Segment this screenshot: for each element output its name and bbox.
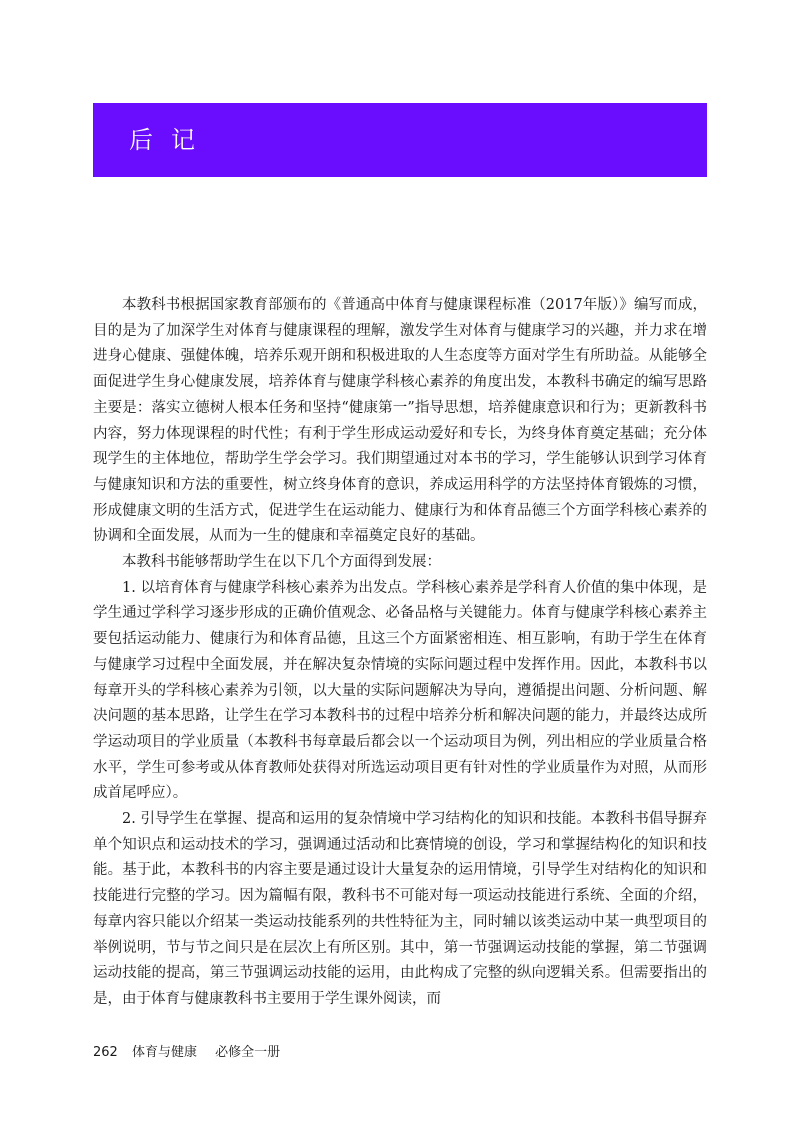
page-footer — [93, 1044, 280, 1062]
chapter-title-banner — [93, 103, 707, 177]
chapter-title: 后记 — [129, 126, 213, 154]
paragraph: 本教科书能够帮助学生在以下几个方面得到发展： — [122, 554, 441, 571]
book-title: 体育与健康 — [131, 1045, 197, 1060]
volume-label: 必修全一册 — [215, 1045, 281, 1060]
page-number: 262 — [93, 1045, 118, 1060]
paragraph: 本教科书根据国家教育部颁布的《普通高中体育与健康课程标准（2017年版）》编写而成，目的是为了加深学生对体育与健康课程的理解，激发学生对体育与健康学习的兴趣，并力求在增进身心健康、强健体魄，培养乐观开朗和积极进取的人生态度等方面对学生有所助益。从能够全面促进学生身心健康发展，培养体育与健康学科核心素养的角度出发，本教科书确定的编写思路主要是：落实立德树人根本任务和坚持“健康第一”指导思想，培养健康意识和行为；更新教科书内容，努力体现课程的时代性；有利于学生形成运动爱好和专长，为终身体育奠定基础；充分体现学生的主体地位，帮助学生学会学习。我们期望通过对本书的学习，学生能够认识到学习体育与健康知识和方法的重要性，树立终身体育的意识，养成运用科学的方法坚持体育锻炼的习惯，形成健康文明的生活方式，促进学生在运动能力、健康行为和体育品德三个方面学科核心素养的协调和全面发展，从而为一生的健康和幸福奠定良好的基础。 — [93, 297, 707, 545]
paragraph: 1. 以培育体育与健康学科核心素养为出发点。学科核心素养是学科育人价值的集中体现，是学生通过学科学习逐步形成的正确价值观念、必备品格与关键能力。体育与健康学科核心素养主要包括运动能力、健康行为和体育品德，且这三个方面紧密相连、相互影响，有助于学生在体育与健康学习过程中全面发展，并在解决复杂情境的实际问题过程中发挥作用。因此，本教科书以每章开头的学科核心素养为引领，以大量的实际问题解决为导向，遵循提出问题、分析问题、解决问题的基本思路，让学生在学习本教科书的过程中培养分析和解决问题的能力，并最终达成所学运动项目的学业质量（本教科书每章最后都会以一个运动项目为例，列出相应的学业质量合格水平，学生可参考或从体育教师处获得对所选运动项目更有针对性的学业质量作为对照，从而形成首尾呼应）。 — [93, 579, 707, 802]
paragraph: 2. 引导学生在掌握、提高和运用的复杂情境中学习结构化的知识和技能。本教科书倡导摒弃单个知识点和运动技术的学习，强调通过活动和比赛情境的创设，学习和掌握结构化的知识和技能。基于此，本教科书的内容主要是通过设计大量复杂的运用情境，引导学生对结构化的知识和技能进行完整的学习。因为篇幅有限，教科书不可能对每一项运动技能进行系统、全面的介绍，每章内容只能以介绍某一类运动技能系列的共性特征为主，同时辅以该类运动中某一典型项目的举例说明，节与节之间只是在层次上有所区别。其中，第一节强调运动技能的掌握，第二节强调运动技能的提高，第三节强调运动技能的运用，由此构成了完整的纵向逻辑关系。但需要指出的是，由于体育与健康教科书主要用于学生课外阅读，而 — [93, 811, 707, 1007]
afterword-body — [93, 293, 707, 1013]
